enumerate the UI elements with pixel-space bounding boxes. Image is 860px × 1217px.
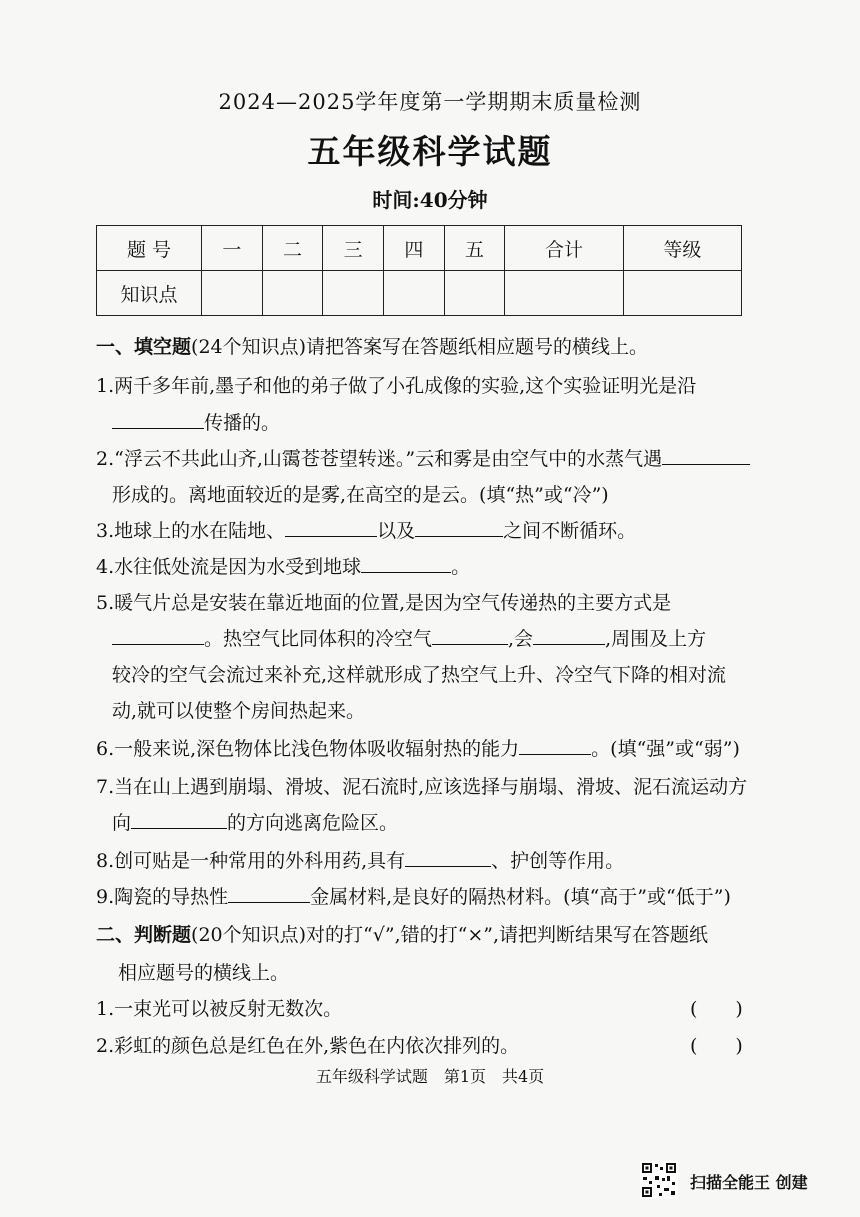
question-text: 8.创可贴是一种常用的外科用药,具有	[96, 850, 406, 872]
section2-instruction: (20个知识点)对的打“√”,错的打“×”,请把判断结果写在答题纸	[191, 924, 708, 946]
exam-supertitle: 2024—2025学年度第一学期期末质量检测	[218, 90, 642, 114]
question-text: 2.“浮云不共此山齐,山霭苍苍望转迷。”云和雾是由空气中的水蒸气遇	[96, 448, 663, 470]
score-cell: 等级	[623, 226, 741, 271]
question-text: 7.当在山上遇到崩塌、滑坡、泥石流时,应该选择与崩塌、滑坡、泥石流运动方	[96, 776, 748, 798]
question-line	[96, 444, 750, 471]
question-text: 。热空气比同体积的冷空气	[204, 628, 433, 650]
answer-blank[interactable]	[662, 446, 750, 465]
question-text: 金属材料,是良好的隔热材料。(填“高于”或“低于”)	[310, 886, 731, 908]
section2-heading	[96, 920, 708, 947]
question-line	[96, 846, 624, 873]
question-line	[112, 624, 706, 651]
question-text: 之间不断循环。	[503, 520, 637, 542]
answer-blank[interactable]	[112, 626, 204, 645]
section2-number: 二、	[96, 924, 135, 946]
score-cell: 五	[444, 226, 505, 271]
score-cell-empty	[262, 271, 323, 316]
page-footer: 五年级科学试题 第1页 共4页	[315, 1067, 545, 1086]
section1-number: 一、	[96, 336, 135, 358]
question-text: 、护创等作用。	[491, 850, 625, 872]
answer-blank[interactable]	[415, 518, 503, 537]
score-cell-empty	[202, 271, 263, 316]
question-text: 4.水往低处流是因为水受到地球	[96, 556, 362, 578]
question-text: 5.暖气片总是安装在靠近地面的位置,是因为空气传递热的主要方式是	[96, 592, 672, 614]
section1-heading	[96, 332, 648, 359]
answer-blank[interactable]	[228, 884, 310, 903]
answer-blank[interactable]	[285, 518, 377, 537]
score-cell-empty	[505, 271, 623, 316]
question-text: 的方向逃离危险区。	[227, 812, 399, 834]
question-line	[112, 808, 398, 835]
score-cell-empty	[323, 271, 384, 316]
exam-title: 五年级科学试题	[307, 132, 553, 171]
answer-blank[interactable]	[432, 626, 508, 645]
score-cell: 一	[202, 226, 263, 271]
question-line	[96, 734, 740, 761]
answer-blank[interactable]	[361, 554, 451, 573]
question-text: 1.两千多年前,墨子和他的弟子做了小孔成像的实验,这个实验证明光是沿	[96, 375, 697, 397]
score-cell: 二	[262, 226, 323, 271]
score-cell: 知识点	[97, 271, 202, 316]
answer-blank[interactable]	[112, 410, 204, 429]
question-text: ,周围及上方	[605, 628, 707, 650]
question-text: 较冷的空气会流过来补充,这样就形成了热空气上升、冷空气下降的相对流	[112, 664, 727, 686]
question-text: 。(填“强”或“弱”)	[591, 738, 740, 760]
score-cell: 三	[323, 226, 384, 271]
answer-blank[interactable]	[131, 810, 227, 829]
score-table-points-row	[97, 271, 742, 316]
section2-instruction-cont: 相应题号的横线上。	[118, 962, 290, 984]
question-text: 9.陶瓷的导热性	[96, 886, 229, 908]
score-table-header-row	[97, 226, 742, 271]
question-text: 向	[112, 812, 132, 834]
section2-type: 判断题	[134, 924, 192, 946]
question-text: 形成的。离地面较近的是雾,在高空的是云。(填“热”或“冷”)	[112, 484, 609, 506]
question-text: ,会	[508, 628, 534, 650]
answer-blank[interactable]	[533, 626, 605, 645]
score-cell: 四	[384, 226, 445, 271]
question-line	[96, 516, 636, 543]
question-text: 动,就可以使整个房间热起来。	[112, 700, 366, 722]
qr-code-icon	[640, 1161, 678, 1199]
question-line	[96, 552, 470, 579]
scanner-watermark	[640, 1161, 840, 1201]
score-table	[96, 225, 742, 316]
answer-blank[interactable]	[405, 848, 491, 867]
score-cell-empty	[384, 271, 445, 316]
score-cell: 合计	[505, 226, 623, 271]
question-text: 6.一般来说,深色物体比浅色物体吸收辐射热的能力	[96, 738, 520, 760]
score-cell-empty	[444, 271, 505, 316]
question-text: 以及	[377, 520, 416, 542]
question-line	[96, 882, 731, 909]
question-text: 3.地球上的水在陆地、	[96, 520, 286, 542]
score-cell: 题 号	[97, 226, 202, 271]
answer-blank[interactable]	[519, 736, 591, 755]
answer-parentheses[interactable]: ( )	[690, 998, 743, 1020]
judgement-question: 2.彩虹的颜色总是红色在外,紫色在内依次排列的。	[96, 1035, 520, 1057]
exam-time: 时间:40分钟	[372, 188, 488, 212]
question-text: 传播的。	[204, 412, 281, 434]
section1-type: 填空题	[134, 336, 192, 358]
judgement-question: 1.一束光可以被反射无数次。	[96, 998, 343, 1020]
section1-instruction: (24个知识点)请把答案写在答题纸相应题号的横线上。	[191, 336, 649, 358]
watermark-text: 扫描全能王 创建	[690, 1173, 808, 1192]
score-cell-empty	[623, 271, 741, 316]
question-text: 。	[451, 556, 471, 578]
answer-parentheses[interactable]: ( )	[690, 1035, 743, 1057]
question-line	[112, 408, 280, 435]
